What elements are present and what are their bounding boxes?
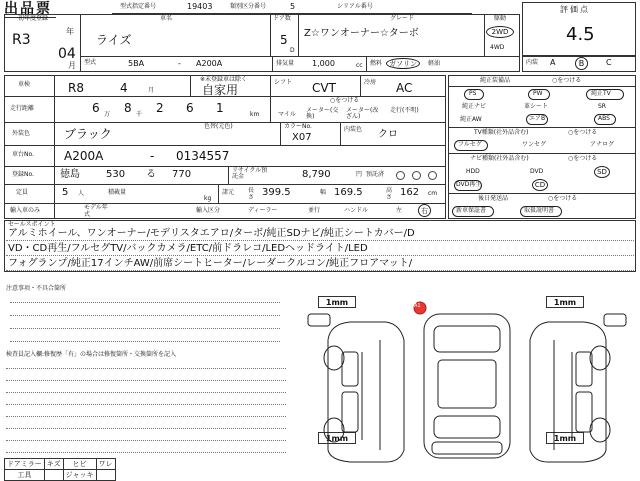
navi-cd-circle	[532, 179, 548, 191]
type-code: A200A	[196, 59, 223, 68]
color-value: ブラック	[64, 127, 112, 141]
color-no-label: カラーNo.	[284, 123, 312, 130]
handle-right: 右	[421, 206, 428, 215]
year-unit: 年	[66, 27, 74, 36]
width-value: 169.5	[334, 187, 363, 198]
chassis-dash: -	[150, 149, 155, 163]
car-body-top	[424, 314, 510, 458]
fuel-gas: ガソリン	[389, 59, 417, 68]
mileage-label: 走行距離	[10, 105, 35, 112]
car-diagram	[300, 300, 636, 476]
car-left-side	[328, 322, 404, 462]
mileage-circle-note: ○をつける	[330, 97, 360, 104]
capacity-value: 5	[62, 187, 69, 198]
score-value: 4.5	[566, 24, 595, 45]
navi-sd-circle	[594, 166, 610, 178]
model-cert-no: 19403	[187, 2, 213, 11]
navi-item: DVD再生	[456, 181, 482, 188]
load-unit: kg	[204, 195, 212, 202]
recycle-unit: 円	[356, 171, 363, 178]
interior-color: クロ	[378, 129, 398, 140]
color-no: X07	[292, 132, 312, 143]
tv-title: TV種類(社外品含む)	[474, 129, 529, 136]
windshield	[434, 326, 500, 352]
legend-cell: ワレ	[96, 459, 115, 470]
mileage-digit: 2	[156, 101, 164, 115]
interior-a: A	[550, 58, 556, 67]
equip-item: 純正AW	[460, 116, 482, 123]
use-value: 自家用	[202, 83, 239, 97]
mileage-opt: マイル	[278, 111, 296, 118]
type-dash: -	[178, 59, 181, 68]
height-value: 162	[400, 187, 420, 198]
door-unit: D	[290, 47, 295, 54]
navi-item: HDD	[466, 168, 480, 175]
capacity-label: 定員	[16, 189, 29, 196]
length-value: 399.5	[262, 187, 291, 198]
equip-item: SR	[598, 103, 606, 110]
displacement-unit: cc	[356, 62, 363, 69]
handle-left: 左	[396, 207, 403, 214]
tv-item: ワンセグ	[522, 141, 547, 148]
navi-item: DVD	[530, 168, 544, 175]
use-note: ※未登録車は除く	[200, 76, 248, 83]
header-cert-row	[112, 2, 472, 12]
left-rear-window	[342, 392, 358, 432]
chassis-model: A200A	[64, 149, 104, 163]
load-label: 積載量	[108, 189, 127, 196]
navi-circle-note: ○をつける	[568, 155, 598, 162]
plate-kana: る	[146, 169, 156, 180]
legend-cell	[96, 470, 115, 481]
first-reg-label: 初年度登録	[18, 15, 49, 22]
recycle-check-2	[412, 171, 421, 180]
length-label: 長さ	[248, 187, 255, 201]
left-rear-wheel	[324, 418, 344, 442]
ac-value: AC	[396, 81, 413, 95]
plate-class: 530	[106, 169, 126, 180]
plate-area: 徳島	[60, 169, 80, 180]
sales-points-title: セールスポイント	[8, 221, 56, 228]
front-bumper-right	[604, 314, 626, 326]
interior-c: C	[606, 58, 612, 67]
caution-title: 注意事項・不具合箇所	[6, 285, 67, 292]
displacement-label: 排気量	[276, 60, 295, 67]
shift-label: シフト	[274, 79, 293, 86]
post-item: 新車保証書	[456, 207, 487, 214]
type-value: 5BA	[128, 59, 145, 68]
type-label: 型式	[84, 59, 97, 66]
mileage-digit: 6	[186, 101, 194, 115]
legend-cell	[44, 470, 63, 481]
post-item: 取扱説明書	[524, 207, 555, 214]
interior-label: 内装	[526, 59, 539, 66]
dims-unit: cm	[428, 190, 438, 197]
legend-cell: キズ	[44, 459, 63, 470]
ac-label: 冷房	[364, 79, 377, 86]
tread-front-right: 1mm	[546, 296, 584, 308]
sheet-title: 出品票	[4, 1, 52, 17]
repair-title: 検査員記入欄:修復歴「有」の場合は修復箇所・交換箇所を記入	[6, 351, 177, 358]
inspection-label: 車検	[18, 81, 31, 88]
mileage-opt: 走行(不明)	[390, 107, 419, 114]
equip-item: 革シート	[524, 103, 549, 110]
model-year-label: モデル年式	[84, 204, 108, 218]
category-label: 類別区分番号	[230, 3, 267, 10]
import-type-label: 輸入区分	[196, 207, 221, 214]
model-cert-label: 型式指定番号	[120, 3, 157, 10]
tv-circle-note: ○をつける	[568, 129, 598, 136]
car-name-label: 車名	[160, 15, 173, 22]
equip-item: 純正ナビ	[462, 103, 487, 110]
mileage-digit: 8	[124, 101, 132, 115]
mileage-digit: 6	[92, 101, 100, 115]
right-rear-wheel	[590, 418, 610, 442]
fuel-label: 燃料	[370, 60, 383, 67]
interior-color-label: 内装色	[344, 126, 363, 133]
mileage-unit-sen: 千	[136, 111, 143, 118]
sales-point-line: VD・CD再生/フルセグTV/バックカメラ/ETC/前ドラレコ/LEDヘッドライト/LED	[8, 243, 368, 254]
fuel-diesel: 軽油	[428, 60, 441, 67]
equipment-circle-note: ○をつける	[552, 77, 582, 84]
plate-label: 登録No.	[12, 171, 34, 178]
handle-right-circle	[418, 204, 431, 217]
drive-2wd: 2WD	[491, 28, 509, 36]
interior-b-circle	[575, 57, 588, 70]
plate-num: 770	[172, 169, 192, 180]
capacity-unit: 人	[78, 190, 85, 197]
legend-cell: ジャッキ	[63, 470, 96, 481]
category-no: 5	[290, 2, 296, 11]
legend-cell: ヒビ	[63, 459, 96, 470]
equip-item: ABS	[598, 115, 610, 122]
legend-table	[4, 458, 116, 481]
car-name: ライズ	[96, 33, 132, 47]
sales-point-line: フォグランプ/純正17インチAW/前席シートヒーター/レーダークルコン/純正フロアマット/	[8, 258, 413, 269]
chassis-label: 車台No.	[12, 151, 34, 158]
post-circle-note: ○をつける	[548, 195, 578, 202]
score-label: 評価点	[560, 5, 590, 14]
grade-value: Z☆ワンオーナー☆ターボ	[304, 28, 419, 39]
equip-item: PS	[469, 90, 477, 97]
color-label: 外装色	[12, 130, 31, 137]
inspection-era: R8	[68, 81, 84, 95]
tv-item: アナログ	[590, 141, 615, 148]
top-block	[4, 14, 520, 72]
mileage-opt: メーター(改ざん)	[346, 107, 379, 120]
sales-point-line: アルミホイール、ワンオーナー/モデリスタエアロ/ターボ/純正SDナビ/純正シートカバー/D	[8, 228, 415, 239]
right-front-wheel	[590, 346, 610, 370]
recycle-value: 8,790	[302, 169, 331, 180]
equip-item: PW	[533, 90, 543, 97]
post-title: 後日発送品	[478, 195, 509, 202]
navi-title: ナビ種類(社外品含む)	[470, 155, 529, 162]
legend-cell: ドアミラー	[5, 459, 45, 470]
equipment-title: 純正装備品	[480, 77, 511, 84]
grade-label: グレード	[390, 15, 415, 22]
inspection-month: 4	[120, 81, 128, 95]
height-label: 高さ	[386, 187, 393, 201]
recycle-deposit: 預託済	[366, 171, 385, 178]
tread-rear-left: 1mm	[318, 432, 356, 444]
right-rear-window	[576, 392, 592, 432]
mileage-unit-man: 万	[104, 111, 111, 118]
month-unit: 月	[68, 61, 76, 70]
color-sub: 色替(元色)	[204, 123, 233, 130]
doors-value: 5	[280, 33, 288, 47]
navi-item: SD	[597, 168, 607, 176]
dealer-option: ディーラー	[248, 207, 278, 214]
serial-label: シリアル番号	[337, 3, 373, 10]
recycle-check-1	[396, 171, 405, 180]
mileage-digit: 1	[216, 101, 224, 115]
tread-front-left: 1mm	[318, 296, 356, 308]
left-front-wheel	[324, 346, 344, 370]
import-label: 輸入車のみ	[10, 207, 41, 214]
width-label: 幅	[320, 189, 327, 196]
tread-rear-right: 1mm	[546, 432, 584, 444]
inspection-month-unit: 月	[148, 87, 155, 94]
interior-b: B	[578, 59, 585, 68]
drive-4wd: 4WD	[490, 44, 505, 51]
navi-item: CD	[534, 181, 546, 189]
mileage-opt: メーター(交換)	[306, 107, 339, 120]
front-bumper-left	[308, 314, 330, 326]
drive-label: 駆動	[494, 15, 507, 22]
equip-item: エアB	[529, 115, 546, 122]
dims-label: 諸元	[222, 189, 235, 196]
first-reg-era: R3	[12, 32, 31, 48]
recycle-check-3	[428, 171, 437, 180]
mileage-unit-km: km	[250, 111, 260, 118]
chassis-no: 0134557	[176, 149, 230, 163]
first-reg-month: 04	[58, 46, 76, 62]
roof	[438, 360, 496, 408]
parallel-option: 並行	[308, 207, 321, 214]
rear-window	[434, 416, 500, 438]
car-right-side	[530, 322, 606, 462]
drive-2wd-circle	[486, 26, 514, 38]
damage-mark: A1	[414, 303, 421, 309]
doors-label: ドア数	[273, 15, 291, 22]
fuel-gas-circle	[386, 58, 420, 69]
equip-item: 純正TV	[591, 90, 611, 97]
mileage-digits	[56, 98, 260, 120]
tv-item: フルセグ	[458, 141, 482, 148]
rear-bumper	[432, 442, 502, 454]
recycle-label: リサイクル預託金	[232, 167, 268, 180]
legend-cell: 工具	[5, 470, 45, 481]
shift-value: CVT	[312, 81, 336, 95]
displacement-value: 1,000	[312, 59, 335, 68]
handle-label: ハンドル	[344, 207, 369, 214]
